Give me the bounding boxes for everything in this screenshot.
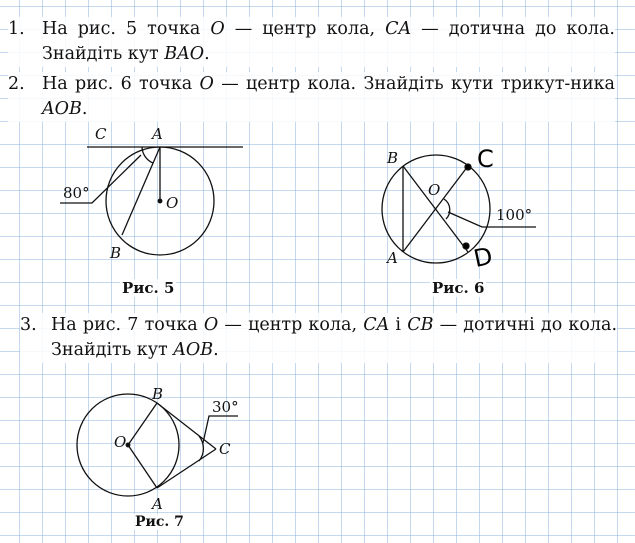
fig7-radius-ob [128,403,157,445]
fig5-chord-ab [122,147,160,235]
fig7-caption: Рис. 7 [135,514,184,530]
fig6-point-d [463,243,469,249]
fig7-label-o: O [114,433,127,451]
problem-number: 3. [20,315,37,335]
fig5-label-a: A [152,125,163,143]
fig7-center-dot [126,443,130,447]
fig5-label-c: C [95,125,107,143]
fig6-handwritten-d: D [471,241,496,273]
fig6-label-a: A [387,249,398,267]
fig6-handwritten-c: C [477,145,494,173]
fig6-caption: Рис. 6 [432,279,485,297]
fig7-angle-value: 30° [212,398,239,416]
fig7-callout-line [203,416,238,443]
fig5-angle-value: 80° [63,184,90,202]
fig7-label-c: C [219,440,231,458]
fig7-label-a: A [152,495,163,513]
fig6-point-c [465,164,471,170]
fig6-angle-arc [444,199,450,219]
problem-text: На рис. 7 точка O — центр кола, CA і CB — дотичні до кола. Знайдіть кут AOB. [51,315,618,360]
problem-number: 2. [8,74,25,94]
problem-number: 1. [8,19,25,39]
fig5-label-o: O [166,194,179,212]
fig7-tangent-ca [157,449,216,488]
fig5-label-b: B [110,244,122,262]
fig7-label-b: B [152,385,164,403]
fig5-center-dot [158,199,162,203]
fig6-label-b: B [387,149,399,167]
fig6-label-o: O [428,181,441,199]
problem-text: На рис. 5 точка O — центр кола, CA — дотична до кола. Знайдіть кут BAO. [42,19,615,64]
fig5-caption: Рис. 5 [122,279,175,297]
fig6-angle-value: 100° [496,206,533,224]
problem-text: На рис. 6 точка O — центр кола. Знайдіть кути трикут-ника AOB. [42,74,615,119]
fig7-radius-oa [128,445,157,488]
